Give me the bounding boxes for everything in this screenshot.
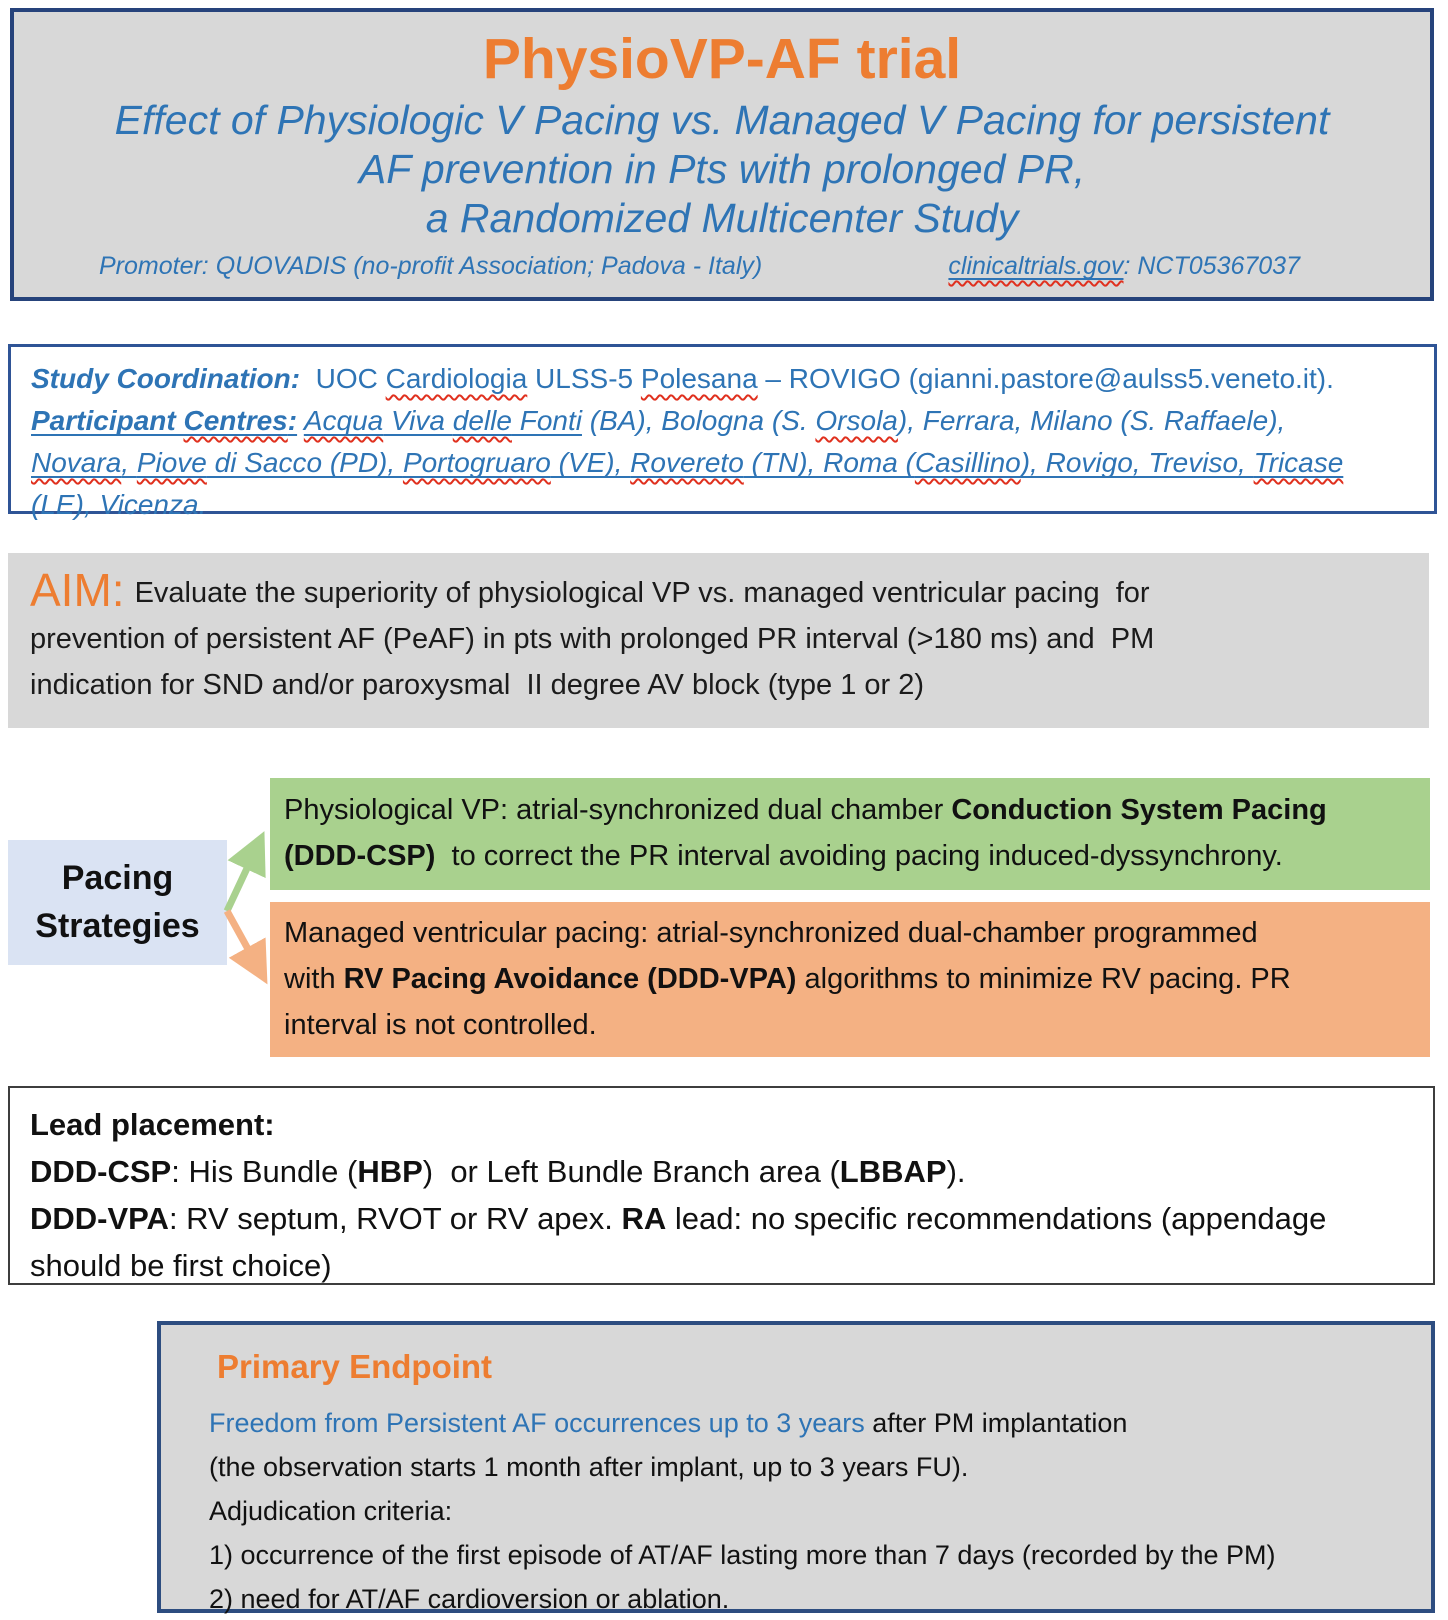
- lead-placement-title: Lead placement:: [30, 1107, 275, 1142]
- pacing-strategies-label: [8, 840, 227, 965]
- primary-endpoint-box: [157, 1321, 1435, 1613]
- aim-text-1: Evaluate the superiority of physiological VP vs. managed ventricular pacing for: [134, 577, 1150, 609]
- pacing-label-line-1: Pacing: [61, 858, 174, 897]
- arrow-to-physiological-vp: [227, 847, 257, 911]
- lead-placement-box: [8, 1086, 1435, 1285]
- managed-vp-line-3: interval is not controlled.: [284, 1009, 597, 1041]
- participant-centres-line-3: (LE), Vicenza.: [31, 489, 207, 520]
- endpoint-observation-line: (the observation starts 1 month after implant, up to 3 years FU).: [209, 1452, 969, 1482]
- lead-placement-vpa-line-2: should be first choice): [30, 1248, 332, 1283]
- physiological-vp-box: [270, 778, 1430, 890]
- registry-id: : NCT05367037: [1123, 252, 1300, 280]
- endpoint-criterion-2: 2) need for AT/AF cardioversion or ablation.: [209, 1584, 730, 1614]
- registry-text: [948, 252, 1300, 281]
- subtitle-line-1: Effect of Physiologic V Pacing vs. Managed V Pacing for persistent: [114, 97, 1330, 143]
- aim-box: [8, 553, 1429, 728]
- endpoint-criterion-1: 1) occurrence of the first episode of AT/AF lasting more than 7 days (recorded by the PM): [209, 1540, 1276, 1570]
- pacing-label-line-2: Strategies: [35, 906, 200, 945]
- header-footer-row: [14, 252, 1430, 281]
- trial-title: PhysioVP-AF trial: [482, 27, 962, 91]
- participant-centres-line-1: Participant Centres: Acqua Viva delle Fonti (BA), Bologna (S. Orsola), Ferrara, Milano (S. Raffaele),: [31, 405, 1286, 436]
- study-coordination-line: Study Coordination: UOC Cardiologia ULSS-5 Polesana – ROVIGO (gianni.pastore@aulss5.veneto.it).: [31, 363, 1334, 394]
- subtitle-line-3: a Randomized Multicenter Study: [425, 195, 1019, 241]
- managed-vp-line-2: with RV Pacing Avoidance (DDD-VPA) algorithms to minimize RV pacing. PR: [284, 963, 1291, 995]
- endpoint-freedom-line: Freedom from Persistent AF occurrences up to 3 years after PM implantation: [209, 1408, 1128, 1438]
- arrow-to-managed-vp: [227, 911, 259, 969]
- aim-label: AIM:: [30, 564, 125, 616]
- primary-endpoint-title: Primary Endpoint: [217, 1348, 493, 1385]
- promoter-text: Promoter: QUOVADIS (no-profit Association; Padova - Italy): [99, 252, 763, 280]
- physiological-vp-line-1: Physiological VP: atrial-synchronized dual chamber Conduction System Pacing: [284, 794, 1327, 826]
- aim-line-1: [30, 564, 1407, 616]
- physiological-vp-line-2: (DDD-CSP) to correct the PR interval avoiding pacing induced-dyssynchrony.: [284, 840, 1283, 872]
- trial-subtitle: [14, 96, 1430, 243]
- aim-line-3: indication for SND and/or paroxysmal II degree AV block (type 1 or 2): [30, 669, 925, 701]
- clinicaltrials-link[interactable]: clinicaltrials.gov: [948, 252, 1124, 280]
- lead-placement-csp-line: DDD-CSP: His Bundle (HBP) or Left Bundle Branch area (LBBAP).: [30, 1154, 966, 1189]
- managed-vp-line-1: Managed ventricular pacing: atrial-synchronized dual-chamber programmed: [284, 917, 1258, 949]
- title-box: [10, 8, 1434, 301]
- aim-line-2: prevention of persistent AF (PeAF) in pts with prolonged PR interval (>180 ms) and PM: [30, 623, 1155, 655]
- study-coordination-box: [8, 344, 1437, 520]
- managed-vp-box: [270, 902, 1430, 1057]
- lead-placement-vpa-line-1: DDD-VPA: RV septum, RVOT or RV apex. RA lead: no specific recommendations (appendage: [30, 1201, 1327, 1236]
- endpoint-adjudication-label: Adjudication criteria:: [209, 1496, 453, 1526]
- subtitle-line-2: AF prevention in Pts with prolonged PR,: [358, 146, 1086, 192]
- participant-centres-line-2: Novara, Piove di Sacco (PD), Portogruaro (VE), Rovereto (TN), Roma (Casillino), Rovigo, Treviso, Tricase: [31, 447, 1344, 478]
